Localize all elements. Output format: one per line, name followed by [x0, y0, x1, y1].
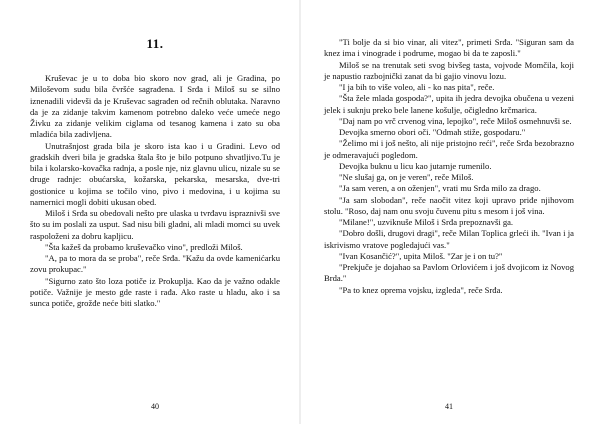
paragraph: "Šta žele mlada gospoda?", upita ih jedra devojka obučena u vezeni jelek i suknju preko bele lanene košulje, očigledno krčmarica. [324, 93, 574, 115]
page-number-right: 41 [445, 402, 453, 411]
paragraph: "Ivan Kosančić?", upita Miloš. "Zar je i on tu?" [339, 250, 503, 261]
paragraph: "Daj nam po vrč crvenog vina, lepojko", reče Miloš osmehnuvši se. [339, 115, 572, 126]
paragraph: Devojka buknu u licu kao jutarnje rumenilo. [339, 160, 492, 171]
chapter-title: 11. [146, 36, 164, 51]
right-page [324, 0, 574, 424]
paragraph: "Milane!", uzviknuše Miloš i Srđa prepoznavši ga. [339, 217, 514, 227]
left-page [30, 0, 280, 424]
paragraph: "Želimo mi i još nešto, ali nije pristojno reći", reče Srđa bezobrazno je odmeravajući pogledom. [324, 138, 574, 160]
page-number-left: 40 [151, 402, 159, 411]
paragraph: Devojka smerno obori oči. "Odmah stiže, gospodaru." [339, 127, 526, 137]
paragraph: Miloš i Srđa su obedovali nešto pre ulaska u tvrđavu ispraznivši sve što su im poslali za usput. Sad nisu bili gladni, ali mladi momci su uvek raspoloženi za dobru kapljicu. [30, 208, 280, 241]
right-page-text [324, 0, 574, 296]
book-gutter [299, 0, 301, 424]
paragraph: "Dobro došli, drugovi dragi", reče Milan Toplica grleći ih. "Ivan i ja iskrivismo vratove pogledajući vas." [324, 228, 574, 250]
paragraph: "Sigurno zato što loza potiče iz Prokuplja. Kao da je važno odakle potiče. Važnije je mesto gde raste i rađa. Ako raste u hladu, ako i sa sunca potiče, grožđe neće biti slatko." [30, 275, 280, 308]
paragraph: "A, pa to mora da se proba", reče Srđa. "Kažu da ovde kamenićarku zovu prokupac." [30, 253, 280, 275]
paragraph: Miloš se na trenutak seti svog bivšeg tasta, vojvode Momčila, koji je napustio razbojnički zanat da bi gajio vinovu lozu. [324, 59, 574, 81]
paragraph: "Ja sam veren, a on oženjen", vrati mu Srđa milo za drago. [339, 183, 541, 194]
left-page-text [30, 73, 280, 309]
paragraph: "Pa to knez oprema vojsku, izgleda", reče Srđa. [339, 284, 503, 295]
paragraph: Unutrašnjost grada bila je skoro ista kao i u Gradini. Levo od gradskih dveri bila je gradska štala što je bilo potpuno shvatljivo.Tu je bila i kolarsko-kovačka radnja, a posle nje, niz glavnu ulicu, nizale su se druge radnje: obućarska, kožarska, pekarska, mesarska, dve-tri gostionice u kojima se točilo vino, pivo i medovina, i u kojima su namernici mogli dobiti ukusan obed. [30, 140, 280, 207]
paragraph: "I ja bih to više voleo, ali - ko nas pita", reče. [339, 82, 495, 92]
paragraph: "Ti bolje da si bio vinar, ali vitez", primeti Srđa. "Siguran sam da knez ima i vinograde i podrume, mogao bi da te zaposli." [324, 37, 574, 59]
paragraph: "Šta kažeš da probamo kruševačko vino", predloži Miloš. [45, 241, 243, 252]
paragraph: Kruševac je u to doba bio skoro nov grad, ali je Gradina, po Miloševom sudu bila čvršće sagrađena. I Srđa i Miloš su se silno iznenadili videvši da je Kruševac sagrađen od rečnih oblutaka. Naravno da je za zidanje takvim kamenom potrebno daleko veće umeće nego Živku za zidanje velikim ciglama od tesanog kamena i zato su oba mladića bila zadivljena. [30, 73, 280, 140]
paragraph: "Ja sam slobodan", reče naočit vitez koji upravo priđe njihovom stolu. "Roso, daj nam onu svoju čuvenu pitu s mesom i još vina. [324, 194, 574, 216]
paragraph: "Ne slušaj ga, on je veren", reče Miloš. [339, 172, 474, 182]
paragraph: "Prekjuče je dojahao sa Pavlom Orlovićem i još dvojicom iz Novog Brda." [324, 262, 574, 284]
